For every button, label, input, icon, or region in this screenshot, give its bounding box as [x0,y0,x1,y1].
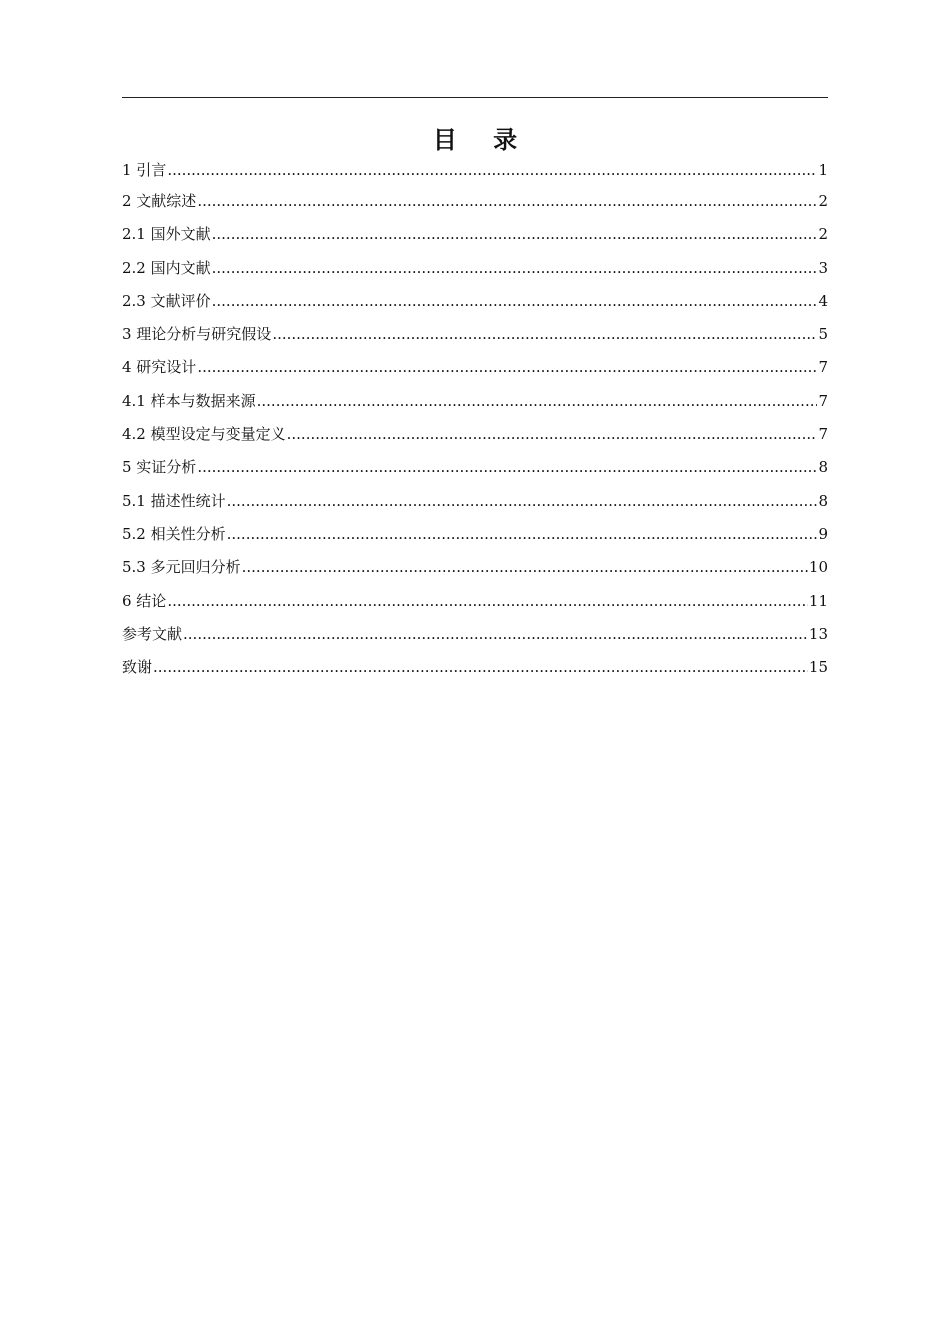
toc-entry-page: 1 [818,161,828,179]
toc-entry-label: 5.3 多元回归分析 [122,558,241,577]
toc-entry[interactable] [122,651,828,684]
toc-dot-leader [212,218,818,251]
toc-entry-label: 参考文献 [122,624,183,643]
toc-entry-page: 10 [808,558,828,577]
toc-entry-page: 9 [818,524,828,543]
toc-entry[interactable] [122,285,828,318]
toc-entry-label: 2.1 国外文献 [122,225,211,244]
toc-entry-page: 8 [818,491,828,510]
toc-entry-label: 4.1 样本与数据来源 [122,391,256,410]
toc-dot-leader [197,351,817,384]
toc-list [122,154,828,684]
toc-entry-label: 1 引言 [122,161,167,179]
toc-entry[interactable] [122,252,828,285]
toc-dot-leader [153,651,808,684]
toc-entry-label: 2.2 国内文献 [122,258,211,277]
toc-dot-leader [183,618,808,651]
toc-entry[interactable] [122,518,828,551]
toc-entry-page: 7 [818,358,828,377]
toc-entry-page: 8 [818,458,828,477]
toc-entry-label: 5 实证分析 [122,458,197,477]
toc-entry[interactable] [122,485,828,518]
toc-entry-page: 4 [818,291,828,310]
toc-dot-leader [242,551,808,584]
toc-entry[interactable] [122,618,828,651]
toc-entry-label: 2 文献综述 [122,192,197,210]
toc-entry-label: 2.3 文献评价 [122,291,211,310]
toc-dot-leader [212,252,818,285]
toc-entry-page: 7 [818,391,828,410]
toc-entry[interactable] [122,551,828,584]
toc-entry[interactable] [122,318,828,351]
toc-entry[interactable] [122,585,828,618]
toc-dot-leader [227,485,818,518]
toc-entry[interactable] [122,385,828,418]
toc-entry-label: 5.2 相关性分析 [122,524,226,543]
toc-dot-leader [167,154,817,187]
toc-title: 目 录 [432,125,532,154]
toc-dot-leader [257,385,818,418]
toc-entry-page: 13 [808,624,828,643]
toc-entry-page: 2 [818,225,828,244]
toc-entry-page: 3 [818,258,828,277]
toc-entry[interactable] [122,418,828,451]
toc-entry[interactable] [122,185,828,218]
toc-entry[interactable] [122,154,828,185]
toc-entry-label: 6 结论 [122,591,167,610]
header-rule [122,97,828,98]
toc-dot-leader [197,185,817,218]
toc-dot-leader [272,318,817,351]
toc-dot-leader [287,418,818,451]
toc-dot-leader [167,585,808,618]
toc-dot-leader [227,518,818,551]
toc-dot-leader [197,451,817,484]
toc-entry-page: 7 [818,425,828,444]
toc-entry-label: 致谢 [122,658,153,677]
toc-entry-label: 4 研究设计 [122,358,197,377]
toc-dot-leader [212,285,818,318]
toc-entry[interactable] [122,218,828,251]
toc-entry[interactable] [122,451,828,484]
toc-entry-label: 4.2 模型设定与变量定义 [122,425,286,444]
toc-entry-page: 15 [808,658,828,677]
toc-entry-label: 3 理论分析与研究假设 [122,325,272,344]
toc-entry-page: 11 [808,591,828,610]
toc-entry[interactable] [122,351,828,384]
toc-entry-label: 5.1 描述性统计 [122,491,226,510]
toc-entry-page: 5 [818,325,828,344]
toc-entry-page: 2 [818,192,828,210]
